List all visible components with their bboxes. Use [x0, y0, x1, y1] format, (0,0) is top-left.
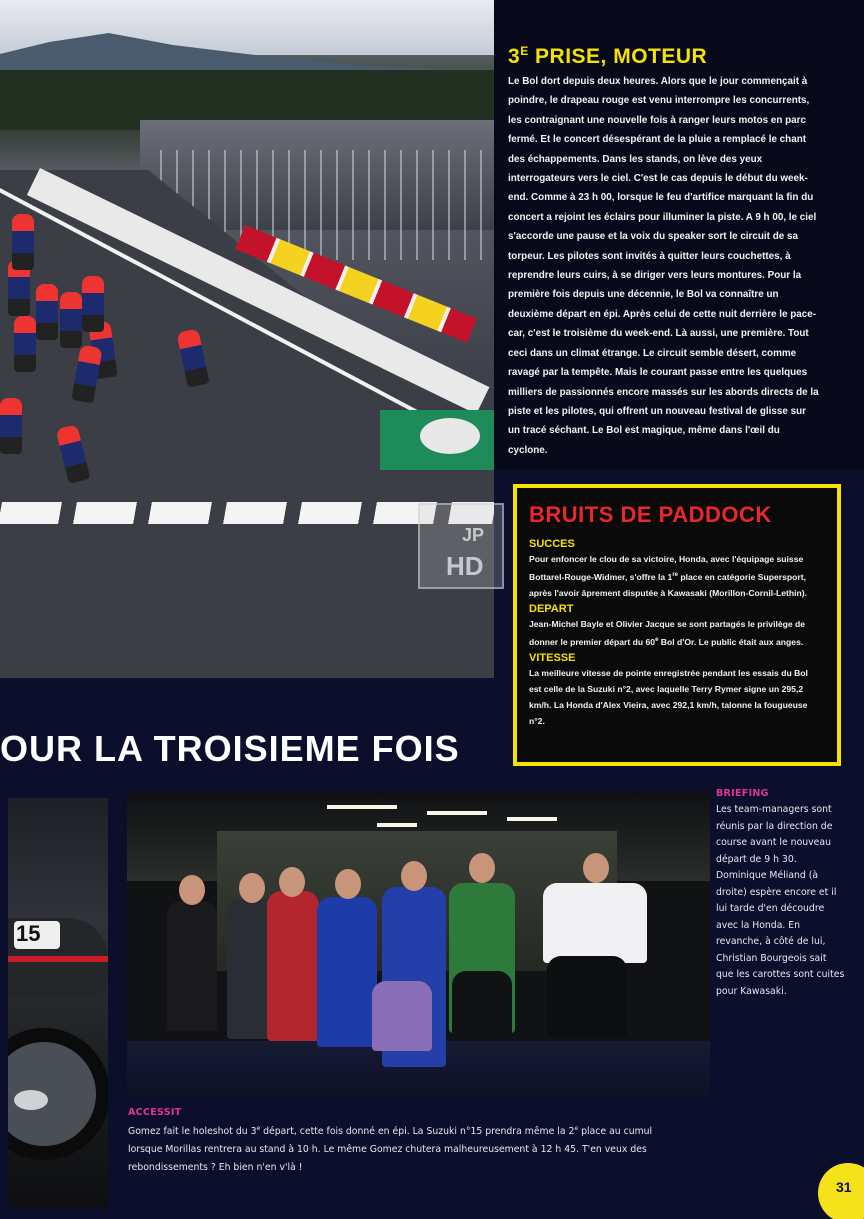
motorcycle-photo	[8, 798, 108, 1208]
paddock-title: BRUITS DE PADDOCK	[529, 502, 772, 527]
paddock-heading-vitesse: VITESSE	[529, 651, 576, 664]
paddock-heading-depart: DEPART	[529, 602, 574, 615]
briefing-caption-title: BRIEFING	[716, 788, 769, 799]
paddock-heading-succes: SUCCES	[529, 538, 575, 550]
section-body-prise: Le Bol dort depuis deux heures. Alors que le jour commençait à poindre, le drapeau rouge est venu interrompre les concurrents, les contraignant une nouvelle fois à ranger leurs motos en parc fermé. Et le concert désespérant de la pluie a remplacé le chant des échappements. Dans les stands, on lève des yeux interrogateurs vers le ciel. C'est le cas depuis le début du week-end. Comme à 23 h 00, lorsque le feu d'artifice marquant la fin du concert a rejoint les éclairs pour illuminer la piste. A 9 h 00, le ciel s'accorde une pause et la voix du speaker sort le circuit de sa torpeur. Les pilotes sont invités à quitter leurs couchettes, à reprendre leurs cuirs, à se diriger vers leurs montures. Pour la première fois depuis une décennie, le Bol va connaître un deuxième départ en épi. Après celui de cette nuit derrière le pace-car, c'est le troisième du week-end. Là aussi, une première. Tout ceci dans un climat étrange. Le circuit semble désert, comme ravagé par la tempête. Mais le courant passe entre les quelques milliers de passionnés encore massés sur les abords directs de la piste et les pilotes, qui offrent un nouveau festival de glisse sur un tracé séchant. Le Bol est magique, même dans l'œil du cyclone.	[508, 76, 819, 456]
accessit-caption-body: Gomez fait le holeshot du 3e départ, cette fois donné en épi. La Suzuki n°15 prendra même la 2e place au cumul lorsque Morillas rentrera au stand à 10 h. Le même Gomez chutera malheureusement à 12 h 45. T'en veux des rebondissements ? Eh bien n'en v'là !	[128, 1125, 653, 1174]
section-title-prise: $3^E$ PRISE, MOTEUR	[508, 44, 708, 68]
bike-number-plate: 15	[14, 921, 60, 949]
headline: OUR LA TROISIEME FOIS	[0, 728, 460, 769]
paddock-body-succes: Pour enfoncer le clou de sa victoire, Honda, avec l'équipage suisse Bottarel-Rouge-Widmer, s'offre la 1re place en catégorie Supersport, après l'avoir âprement disputée à Kawasaki (Morillon-Cornil-Lethin).	[529, 554, 808, 598]
watermark-logo: CLG JP HD	[418, 503, 504, 589]
briefing-photo	[127, 791, 710, 1099]
page-number: 31	[818, 1163, 864, 1219]
briefing-caption-body: Les team-managers sont réunis par la direction de course avant le nouveau départ de 9 h 30. Dominique Méliand (à droite) espère encore et il lui tarde d'en découdre avec la Honda. En revanche, à côté de lui, Christian Bourgeois sait que les carottes sont cuites pour Kawasaki.	[716, 804, 845, 997]
paddock-body-vitesse: La meilleure vitesse de pointe enregistrée pendant les essais du Bol est celle de la Suzuki n°2, avec laquelle Terry Rymer signe un 295,2 km/h. La Honda d'Alex Vieira, avec 292,1 km/h, talonne la fougueuse n°2.	[529, 667, 808, 726]
paddock-news-box	[513, 484, 841, 766]
paddock-body-depart: Jean-Michel Bayle et Olivier Jacque se sont partagés le privilège de donner le premier départ du 60e Bol d'Or. Le public était aux anges.	[529, 618, 806, 647]
accessit-caption-title: ACCESSIT	[128, 1107, 182, 1118]
